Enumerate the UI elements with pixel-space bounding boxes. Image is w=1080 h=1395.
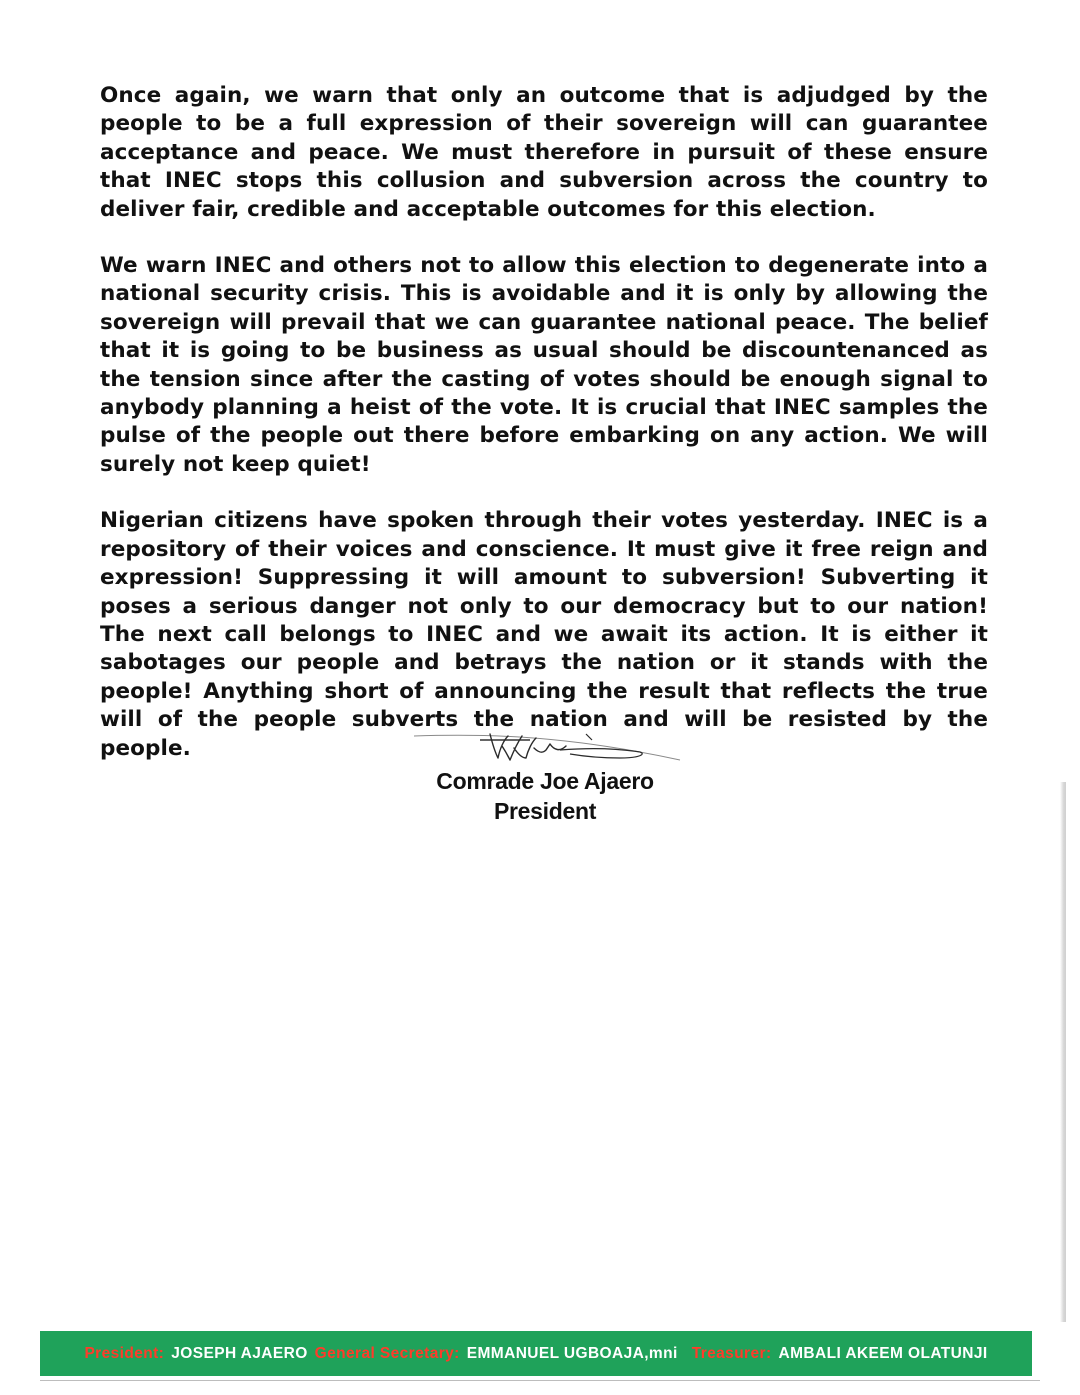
paragraph-1: Once again, we warn that only an outcome that is adjudged by the people to be a full expression of their sovereign will can guarantee acceptance and peace. We must therefore in pursuit of these ensure that INEC stops this collusion and subversion across the country to deliver fair, credible and acceptable outcomes for this election. bbox=[100, 83, 988, 222]
footer-president-name: JOSEPH AJAERO bbox=[171, 1344, 308, 1362]
page-edge-shadow bbox=[1060, 782, 1066, 1322]
signature-block bbox=[400, 728, 690, 838]
footer-secretary-name: EMMANUEL UGBOAJA,mni bbox=[466, 1344, 678, 1362]
footer-treasurer-name: AMBALI AKEEM OLATUNJI bbox=[778, 1344, 988, 1362]
footer-president-label: President: bbox=[84, 1344, 165, 1362]
bottom-divider bbox=[40, 1380, 1040, 1381]
signatory-title: President bbox=[493, 798, 597, 824]
letterhead-footer bbox=[40, 1331, 1032, 1376]
handwritten-signature bbox=[410, 728, 690, 772]
letter-body bbox=[100, 82, 988, 791]
paragraph-2: We warn INEC and others not to allow this election to degenerate into a national security crisis. This is avoidable and it is only by allowing the sovereign will prevail that we can guarantee national peace. The belief that it is going to be business as usual should be discountenanced as the tension since after the casting of votes should be enough signal to anybody planning a heist of the vote. It is crucial that INEC samples the pulse of the people out there before embarking on any action. We will surely not keep quiet! bbox=[100, 253, 988, 477]
paragraph-3: Nigerian citizens have spoken through their votes yesterday. INEC is a repository of their voices and conscience. It must give it free reign and expression! Suppressing it will amount to subversion! Subverting it poses a serious danger not only to our democracy but to our nation! The next call belongs to INEC and we await its action. It is either it sabotages our people and betrays the nation or it stands with the people! Anything short of announcing the result that reflects the true will of the people subverts the nation and will be resisted by the people. bbox=[100, 508, 988, 761]
signatory-name: Comrade Joe Ajaero bbox=[436, 768, 654, 794]
footer-secretary-label: General Secretary: bbox=[314, 1344, 460, 1362]
footer-treasurer-label: Treasurer: bbox=[691, 1344, 772, 1362]
